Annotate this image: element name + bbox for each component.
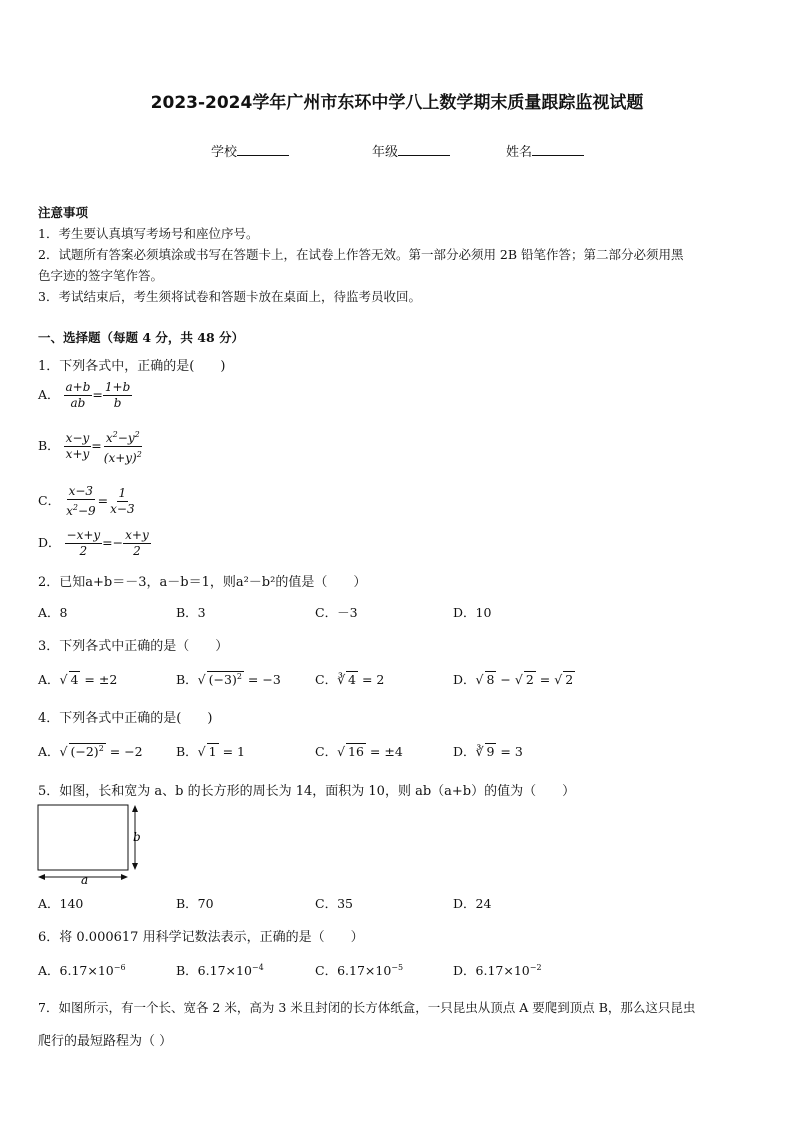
q2-option-c[interactable]: C．－3 — [315, 605, 358, 620]
q1-option-d[interactable]: D． $\frac{-x+y}{2}$ =− $\frac{x+y}{2}$ — [38, 528, 149, 558]
q4-option-c[interactable]: C．√ 16 = ±4 — [315, 744, 403, 759]
q1-option-b[interactable]: B． $\frac{x-y}{x+y}$ = $\frac{x^2-y^2}{(x+y)^2}$ — [38, 427, 144, 466]
q4-option-a[interactable]: A．√ $(-2)^2 = -2$ — [38, 743, 143, 759]
q5-option-c[interactable]: C．35 — [315, 896, 353, 911]
q3-option-a[interactable]: A．√ 4 = ±2 — [38, 672, 118, 687]
q4-option-d[interactable]: D．∛ 9 = 3 — [453, 744, 523, 759]
q5-option-b[interactable]: B．70 — [176, 896, 214, 911]
section-heading: 一、选择题（每题 4 分，共 48 分） — [38, 330, 245, 345]
q5-option-d[interactable]: D．24 — [453, 896, 492, 911]
notice-item-2b: 色字迹的签字笔作答。 — [38, 268, 164, 283]
q3-option-d[interactable]: D．√ 8 − √ 2 = √ 2 — [453, 672, 574, 687]
notice-heading: 注意事项 — [38, 205, 89, 220]
q5-option-a[interactable]: A．140 — [38, 896, 84, 911]
q2-option-b[interactable]: B．3 — [176, 605, 206, 620]
q2-option-a[interactable]: A．8 — [38, 605, 68, 620]
q3-option-c[interactable]: C．∛ 4 = 2 — [315, 672, 385, 687]
label-b: b — [133, 830, 141, 844]
label-a: a — [81, 873, 89, 885]
notice-item-1: 1．考生要认真填写考场号和座位序号。 — [38, 226, 259, 241]
school-label: 学校 — [211, 145, 238, 160]
rectangle-figure — [36, 803, 146, 885]
school-field[interactable] — [211, 141, 289, 160]
q6-stem: 6．将 0.000617 用科学记数法表示，正确的是（ ） — [38, 930, 364, 945]
q6-option-d[interactable]: D．$6.17\times 10^{-2}$ — [453, 962, 542, 978]
q2-stem: 2．已知a+b＝－3，a－b＝1，则a²－b²的值是（ ） — [38, 575, 367, 590]
q6-option-b[interactable]: B．$6.17\times 10^{-4}$ — [176, 962, 264, 978]
q6-option-c[interactable]: C．$6.17\times 10^{-5}$ — [315, 962, 404, 978]
name-field[interactable] — [506, 141, 584, 160]
q7-line-1: 7．如图所示，有一个长、宽各 2 米，高为 3 米且封闭的长方体纸盒，一只昆虫从顶点 A 要爬到顶点 B，那么这只昆虫 — [38, 1000, 696, 1015]
q4-option-b[interactable]: B．√ 1 = 1 — [176, 744, 245, 759]
q1-stem: 1．下列各式中，正确的是( ) — [38, 359, 226, 374]
q3-option-b[interactable]: B．√ $(-3)^2 = -3$ — [176, 671, 281, 687]
name-label: 姓名 — [506, 145, 533, 160]
q1-option-c[interactable]: C． $\frac{x-3}{x^2-9}$ = $\frac{1}{x-3}$ — [38, 484, 135, 518]
q3-stem: 3．下列各式中正确的是（ ） — [38, 639, 229, 654]
notice-item-2a: 2．试题所有答案必须填涂或书写在答题卡上，在试卷上作答无效。第一部分必须用 2B 铅笔作答；第二部分必须用黑 — [38, 247, 684, 262]
notice-item-3: 3．考试结束后，考生须将试卷和答题卡放在桌面上，待监考员收回。 — [38, 289, 421, 304]
q4-stem: 4．下列各式中正确的是( ) — [38, 711, 213, 726]
q6-option-a[interactable]: A．$6.17\times 10^{-6}$ — [38, 962, 126, 978]
q1-option-a[interactable]: A． $\frac{a+b}{ab}$ = $\frac{1+b}{b}$ — [38, 380, 131, 410]
page-title: 2023-2024学年广州市东环中学八上数学期末质量跟踪监视试题 — [150, 93, 644, 113]
q7-line-2: 爬行的最短路程为（ ） — [38, 1034, 173, 1049]
grade-label: 年级 — [372, 145, 399, 160]
grade-field[interactable] — [372, 141, 450, 160]
q5-stem: 5．如图，长和宽为 a、b 的长方形的周长为 14，面积为 10，则 ab（a+b）的值为（ ） — [38, 784, 576, 799]
q2-option-d[interactable]: D．10 — [453, 605, 492, 620]
